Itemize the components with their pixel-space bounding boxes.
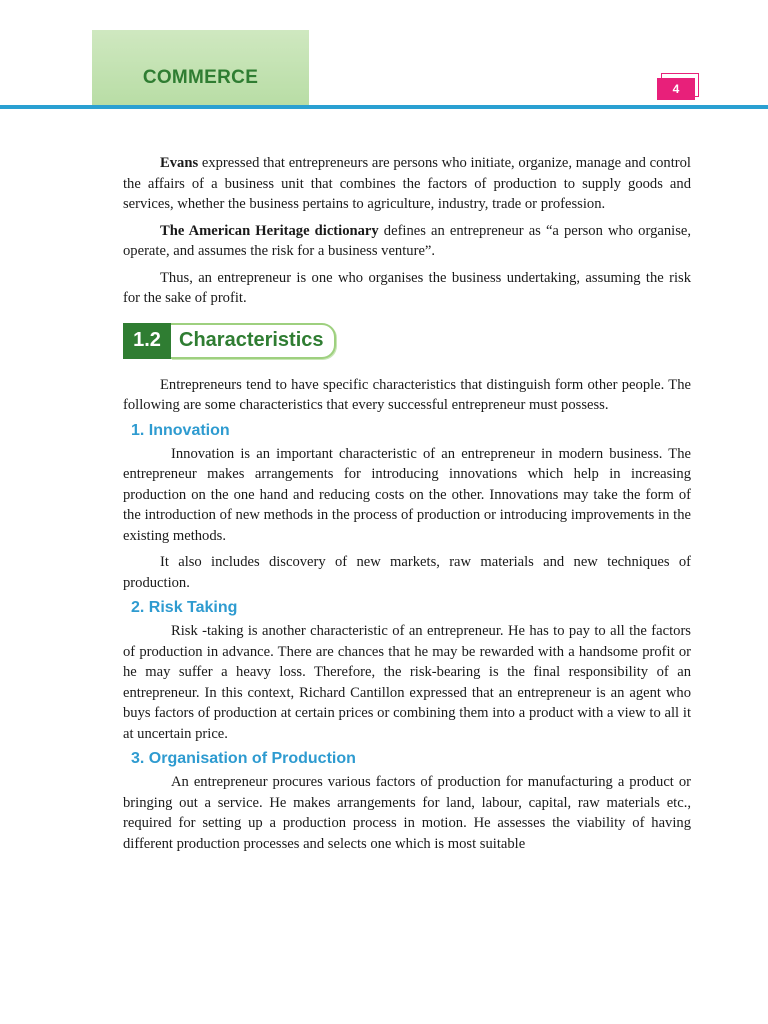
intro-paragraph-evans (123, 153, 691, 215)
subheading-risk-taking: 2. Risk Taking (131, 599, 238, 616)
header-rule (0, 105, 768, 109)
page-number: 4 (657, 78, 695, 100)
evans-lead: Evans (160, 155, 199, 171)
intro-paragraph-summary: Thus, an entrepreneur is one who organises the business undertaking, assuming the risk for the sake of profit. (123, 269, 691, 306)
organisation-paragraph: An entrepreneur procures various factors of production for manufacturing a product or bringing out a service. He makes arrangements for land, labour, capital, raw materials etc., required for setting up a production process in motion. He assesses the viability of having different production processes and selects one which is most suitable (123, 774, 691, 852)
risk-taking-paragraph: Risk -taking is another characteristic of an entrepreneur. He has to pay to all the factors of production in advance. There are chances that he may be rewarded with a handsome profit or he may suffer a heavy loss. Therefore, the risk-bearing is the final responsibility of an entrepreneur. In this context, Richard Cantillon expressed that an entrepreneur is an agent who buys factors of production at certain prices or combining them into a product with a view to all it at uncertain price. (123, 623, 691, 742)
page-number-badge (657, 76, 699, 101)
section-intro: Entrepreneurs tend to have specific characteristics that distinguish form other people. The following are some characteristics that every successful entrepreneur must possess. (123, 376, 691, 413)
evans-text: expressed that entrepreneurs are persons who initiate, organize, manage and control the affairs of a business unit that combines the factors of production to supply goods and services, whether the business pertains to agriculture, industry, trade or profession. (123, 155, 691, 212)
innovation-paragraph-1: Innovation is an important characteristic of an entrepreneur in modern business. The entrepreneur makes arrangements for introducing innovations which help in increasing production on the one hand and reducing costs on the other. Innovations may take the form of the introduction of new methods in the process of production or introducing improvements in the existing methods. (123, 445, 691, 544)
section-heading (123, 323, 691, 359)
intro-paragraph-dictionary (123, 221, 691, 262)
dictionary-text: defines an entrepreneur as “a person who organise, operate, and assumes the risk for a business venture”. (123, 222, 692, 259)
dictionary-lead: The American Heritage dictionary (160, 222, 379, 239)
section-title-box (171, 323, 336, 359)
section-title: Characteristics (179, 329, 324, 351)
subject-title: COMMERCE (142, 67, 259, 88)
page-content (123, 153, 691, 860)
section-number: 1.2 (123, 323, 171, 359)
subheading-innovation: 1. Innovation (131, 421, 230, 439)
subheading-organisation: 3. Organisation of Production (131, 750, 356, 767)
innovation-paragraph-2: It also includes discovery of new markets, raw materials and new techniques of production. (123, 554, 691, 591)
